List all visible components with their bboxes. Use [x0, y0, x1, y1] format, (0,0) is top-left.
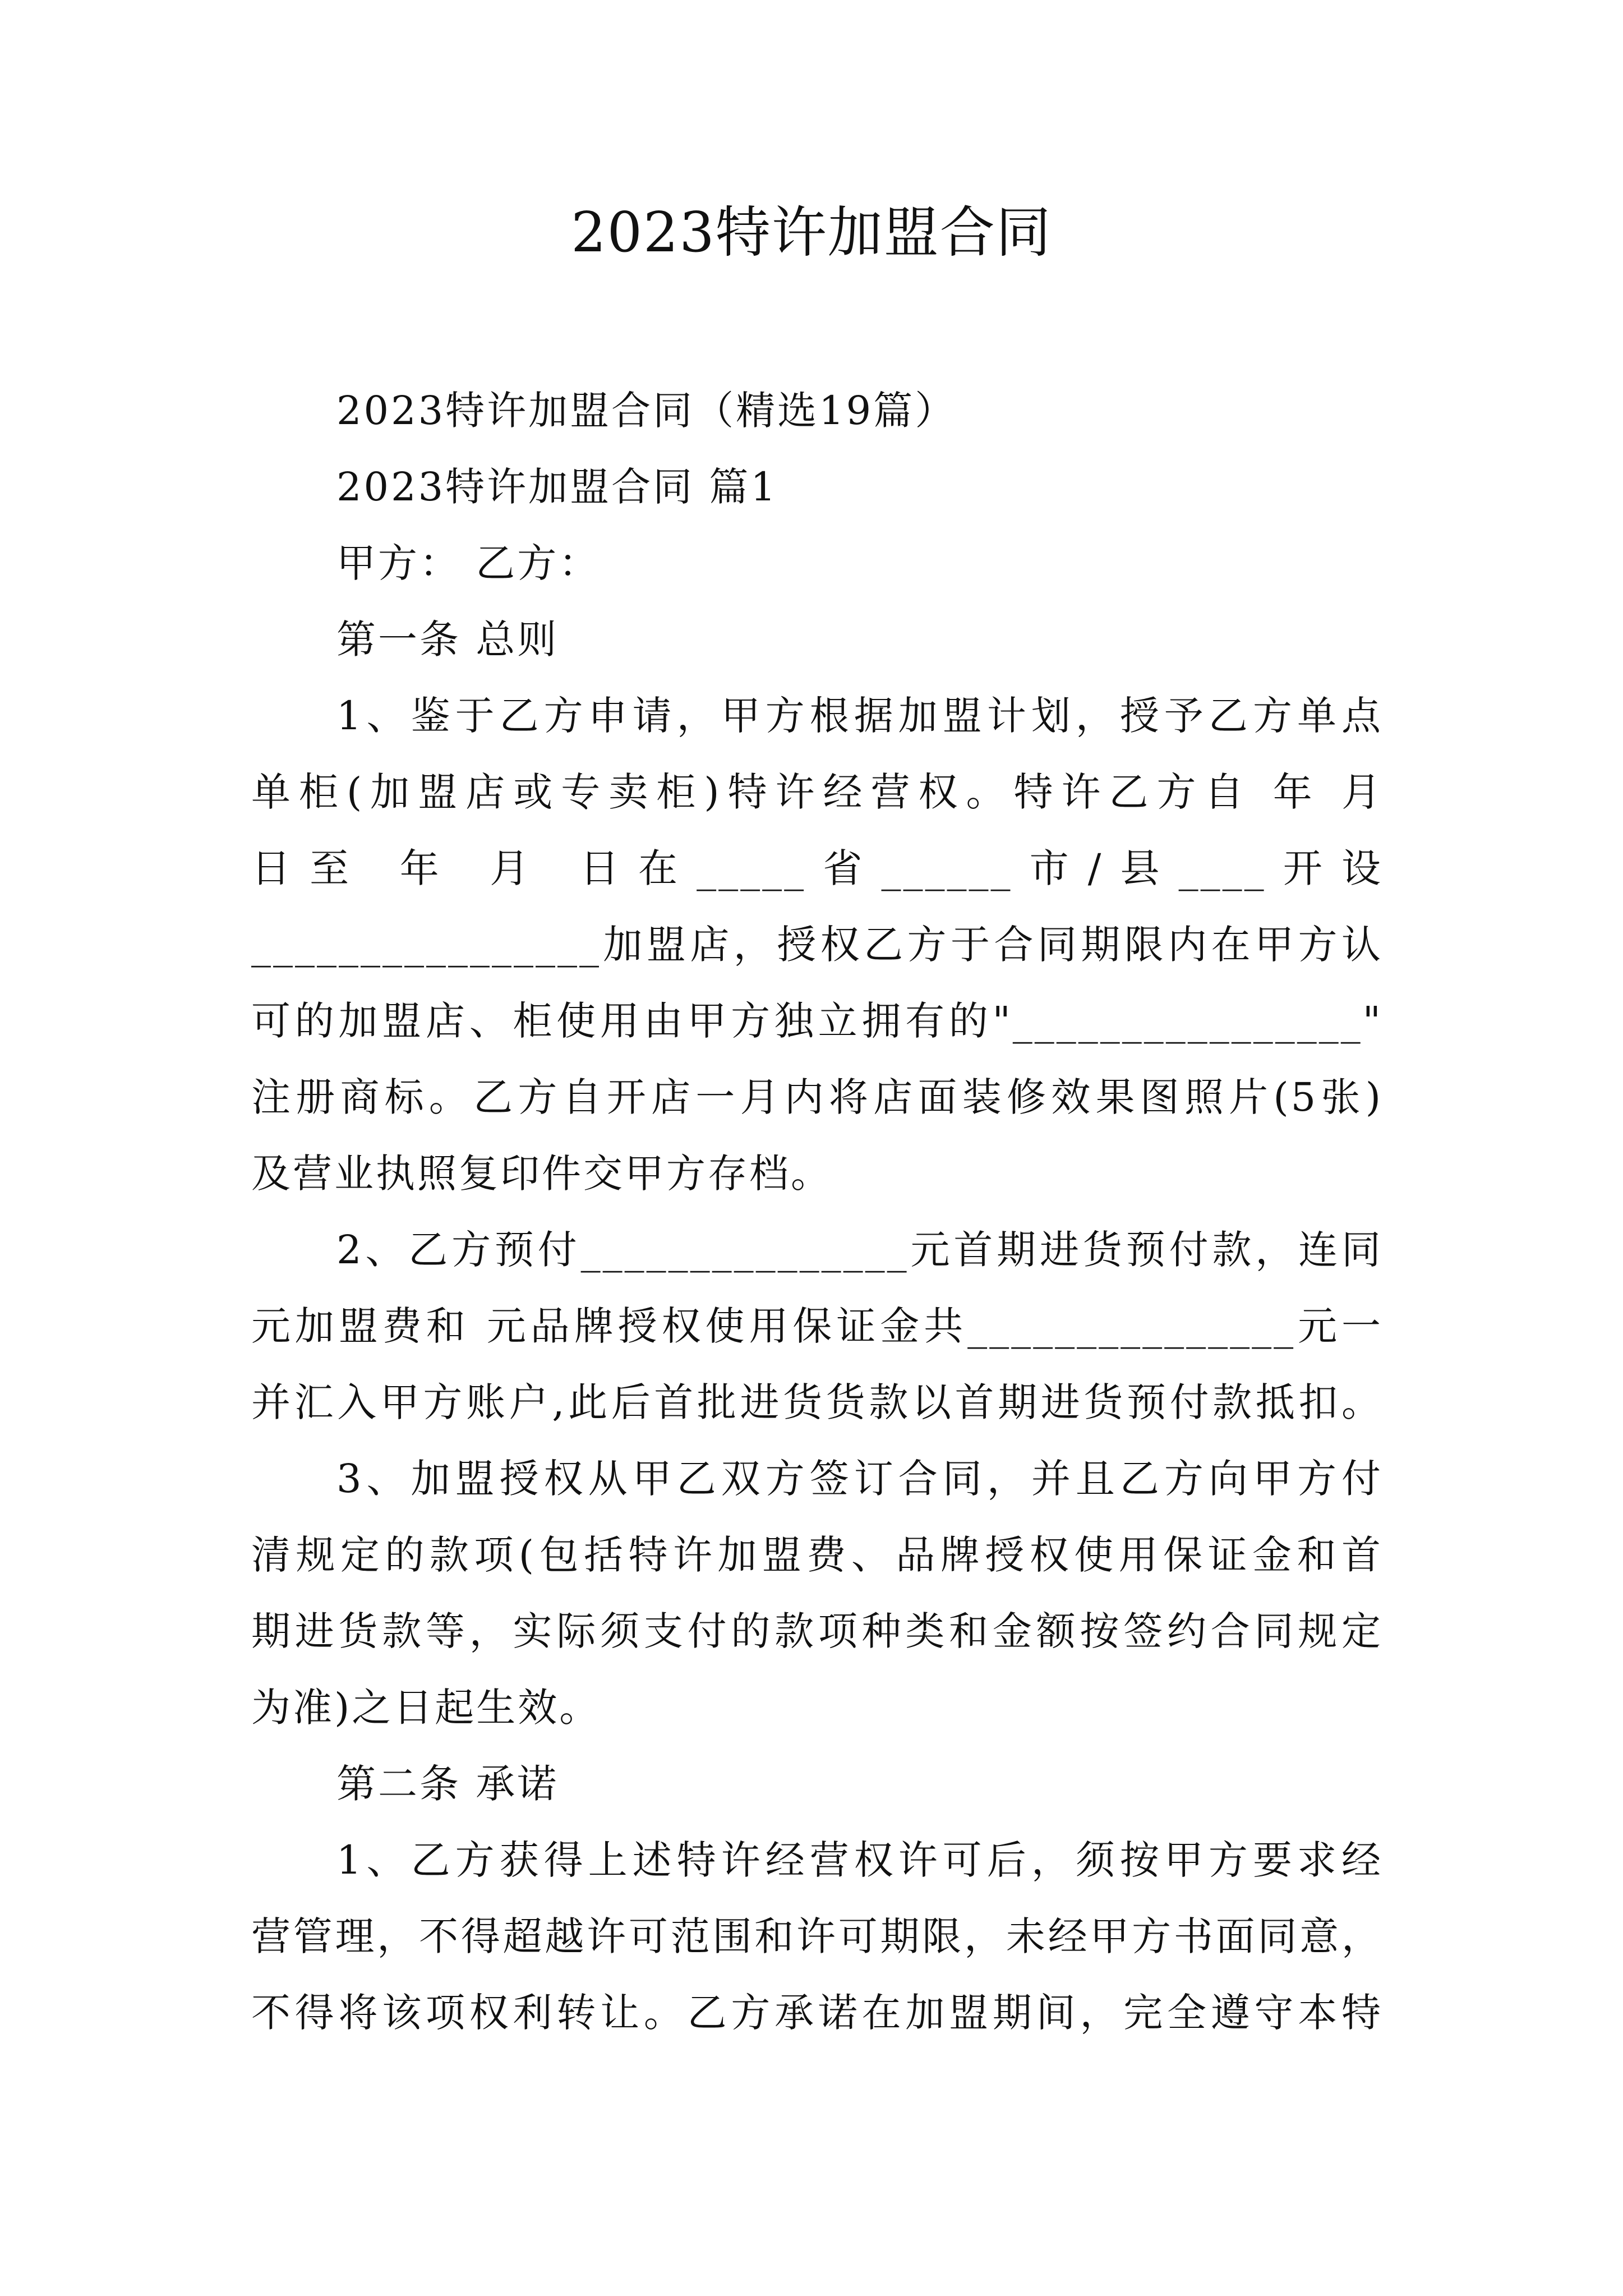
- paragraph-line: 为准)之日起生效。: [251, 1685, 601, 1731]
- paragraph-line: 并汇入甲方账户,此后首批进货货款以首期进货预付款抵扣。: [251, 1379, 1383, 1425]
- paragraph-line: 及营业执照复印件交甲方存档。: [251, 1151, 832, 1197]
- paragraph-line: 1、乙方获得上述特许经营权许可后，须按甲方要求经: [336, 1837, 1383, 1883]
- paragraph-line: 营管理，不得超越许可范围和许可期限，未经甲方书面同意，: [251, 1913, 1383, 1959]
- article-2-heading: 第二条 承诺: [336, 1761, 559, 1807]
- document-title: 2023特许加盟合同: [571, 201, 1052, 265]
- paragraph-line: 期进货款等，实际须支付的款项种类和金额按签约合同规定: [251, 1608, 1383, 1654]
- paragraph-line: 可的加盟店、柜使用由甲方独立拥有的"________________": [251, 998, 1383, 1044]
- paragraph-line: 不得将该项权利转让。乙方承诺在加盟期间，完全遵守本特: [251, 1990, 1383, 2036]
- paragraph-line: ________________加盟店，授权乙方于合同期限内在甲方认: [251, 922, 1383, 968]
- paragraph-line: 单柜(加盟店或专卖柜)特许经营权。特许乙方自 年 月: [251, 769, 1383, 815]
- paragraph-line: 日至 年 月 日在_____省______市/县____开设: [251, 845, 1383, 891]
- paragraph-line: 1、鉴于乙方申请，甲方根据加盟计划，授予乙方单点: [336, 693, 1383, 739]
- paragraph-line: 清规定的款项(包括特许加盟费、品牌授权使用保证金和首: [251, 1532, 1383, 1578]
- document-subtitle: 2023特许加盟合同（精选19篇）: [336, 388, 957, 434]
- paragraph-line: 2、乙方预付_______________元首期进货预付款，连同: [336, 1227, 1383, 1273]
- parties-line: 甲方： 乙方：: [336, 540, 601, 586]
- paragraph-line: 注册商标。乙方自开店一月内将店面装修效果图照片(5张): [251, 1074, 1383, 1120]
- chapter-heading: 2023特许加盟合同 篇1: [336, 464, 778, 510]
- paragraph-line: 元加盟费和 元品牌授权使用保证金共_______________元一: [251, 1303, 1383, 1349]
- paragraph-line: 3、加盟授权从甲乙双方签订合同，并且乙方向甲方付: [336, 1456, 1383, 1502]
- article-1-heading: 第一条 总则: [336, 616, 559, 662]
